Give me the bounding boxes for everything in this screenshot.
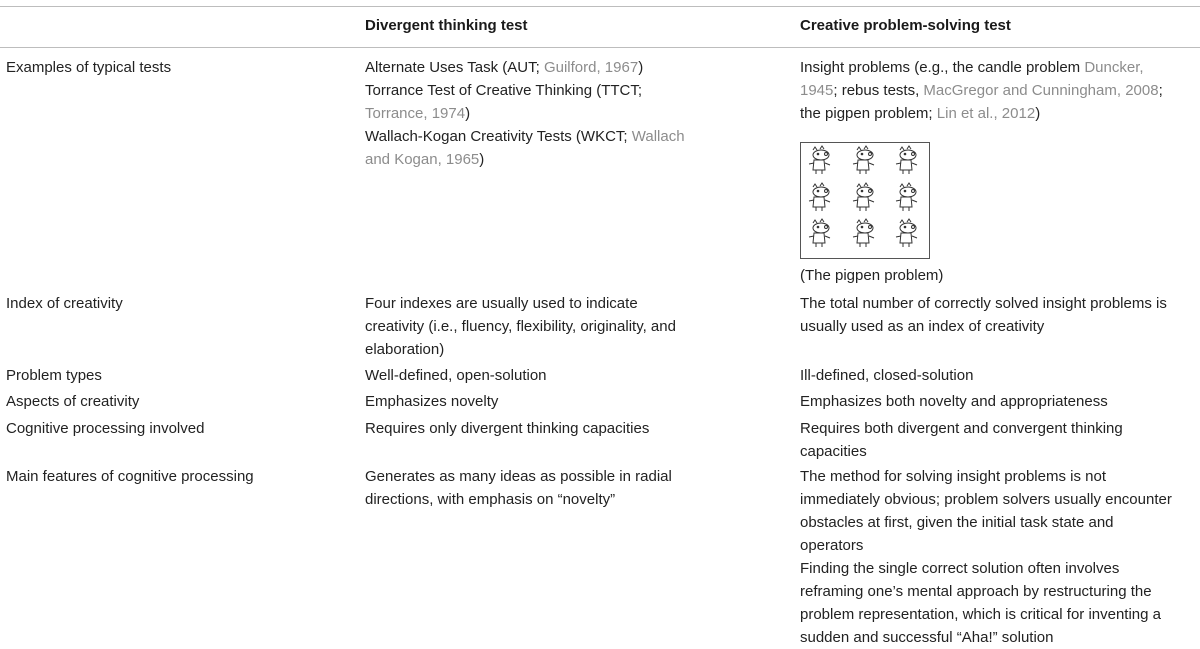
text-line: the pigpen problem; Lin et al., 2012) <box>800 105 1041 122</box>
text-line: Alternate Uses Task (AUT; Guilford, 1967) <box>365 59 644 76</box>
text-line: Finding the single correct solution often involves <box>800 560 1120 577</box>
text-line: Requires both divergent and convergent thinking <box>800 420 1123 437</box>
cell-cognitive-divergent: Requires only divergent thinking capacities <box>365 420 650 437</box>
citation: and Kogan, 1965 <box>365 151 480 168</box>
text-line: elaboration) <box>365 341 445 358</box>
cell-problem-types-creative: Ill-defined, closed-solution <box>800 367 974 384</box>
text-line: Generates as many ideas as possible in radial <box>365 468 672 485</box>
text-line: Torrance Test of Creative Thinking (TTCT; <box>365 82 643 99</box>
citation: Duncker, <box>1084 59 1144 76</box>
cell-index-creative <box>800 292 1195 338</box>
text-line: The method for solving insight problems is not <box>800 468 1106 485</box>
text-line: Four indexes are usually used to indicate <box>365 295 638 312</box>
row-label-index: Index of creativity <box>6 295 123 312</box>
citation: Guilford, 1967 <box>543 59 639 76</box>
cell-main-features-creative <box>800 465 1198 649</box>
text-line: 1945; rebus tests, MacGregor and Cunningham, 2008; <box>800 82 1163 99</box>
citation: 1945 <box>800 82 834 99</box>
text-line: Wallach-Kogan Creativity Tests (WKCT; Wallach <box>365 128 685 145</box>
cell-examples-creative <box>800 56 1195 125</box>
pig-icon <box>809 219 830 247</box>
pig-icon <box>809 183 830 211</box>
cell-examples-divergent <box>365 56 765 171</box>
text-line: problem representation, which is critical for inventing a <box>800 606 1162 623</box>
text-line: reframing one’s mental approach by restructuring the <box>800 583 1152 600</box>
citation: Torrance, 1974 <box>365 105 466 122</box>
cell-problem-types-divergent: Well-defined, open-solution <box>365 367 547 384</box>
citation: Wallach <box>631 128 685 145</box>
header-bottom-rule <box>0 47 1200 48</box>
text-line: Insight problems (e.g., the candle problem Duncker, <box>800 59 1144 76</box>
citation: MacGregor and Cunningham, 2008 <box>923 82 1159 99</box>
text-line: creativity (i.e., fluency, flexibility, originality, and <box>365 318 676 335</box>
row-label-problem-types: Problem types <box>6 367 102 384</box>
row-label-aspects: Aspects of creativity <box>6 393 140 410</box>
text-line: directions, with emphasis on “novelty” <box>365 491 616 508</box>
pig-icon <box>853 183 874 211</box>
text-line: and Kogan, 1965) <box>365 151 485 168</box>
text-line: The total number of correctly solved insight problems is <box>800 295 1167 312</box>
pig-icon <box>809 146 830 174</box>
pigpen-grid <box>801 143 928 257</box>
text-line: sudden and successful “Aha!” solution <box>800 629 1054 646</box>
text-line: obstacles at first, given the initial task state and <box>800 514 1114 531</box>
pigpen-figure <box>800 142 930 259</box>
cell-index-divergent <box>365 292 775 361</box>
cell-aspects-creative: Emphasizes both novelty and appropriateness <box>800 393 1108 410</box>
pig-icon <box>896 219 917 247</box>
cell-cognitive-creative <box>800 417 1195 463</box>
row-label-examples: Examples of typical tests <box>6 59 172 76</box>
text-line: capacities <box>800 443 867 460</box>
column-header-creative: Creative problem-solving test <box>800 17 1011 34</box>
cell-main-features-divergent <box>365 465 775 511</box>
citation: Lin et al., 2012 <box>936 105 1036 122</box>
column-header-divergent: Divergent thinking test <box>365 17 528 34</box>
figure-caption: (The pigpen problem) <box>800 267 944 284</box>
pig-icon <box>896 146 917 174</box>
text-line: Torrance, 1974) <box>365 105 471 122</box>
pig-icon <box>853 146 874 174</box>
text-line: operators <box>800 537 864 554</box>
row-label-main-features: Main features of cognitive processing <box>6 468 254 485</box>
pig-icon <box>853 219 874 247</box>
pig-icon <box>896 183 917 211</box>
text-line: immediately obvious; problem solvers usually encounter <box>800 491 1172 508</box>
text-line: usually used as an index of creativity <box>800 318 1045 335</box>
table-top-rule <box>0 6 1200 7</box>
cell-aspects-divergent: Emphasizes novelty <box>365 393 499 410</box>
row-label-cognitive: Cognitive processing involved <box>6 420 205 437</box>
